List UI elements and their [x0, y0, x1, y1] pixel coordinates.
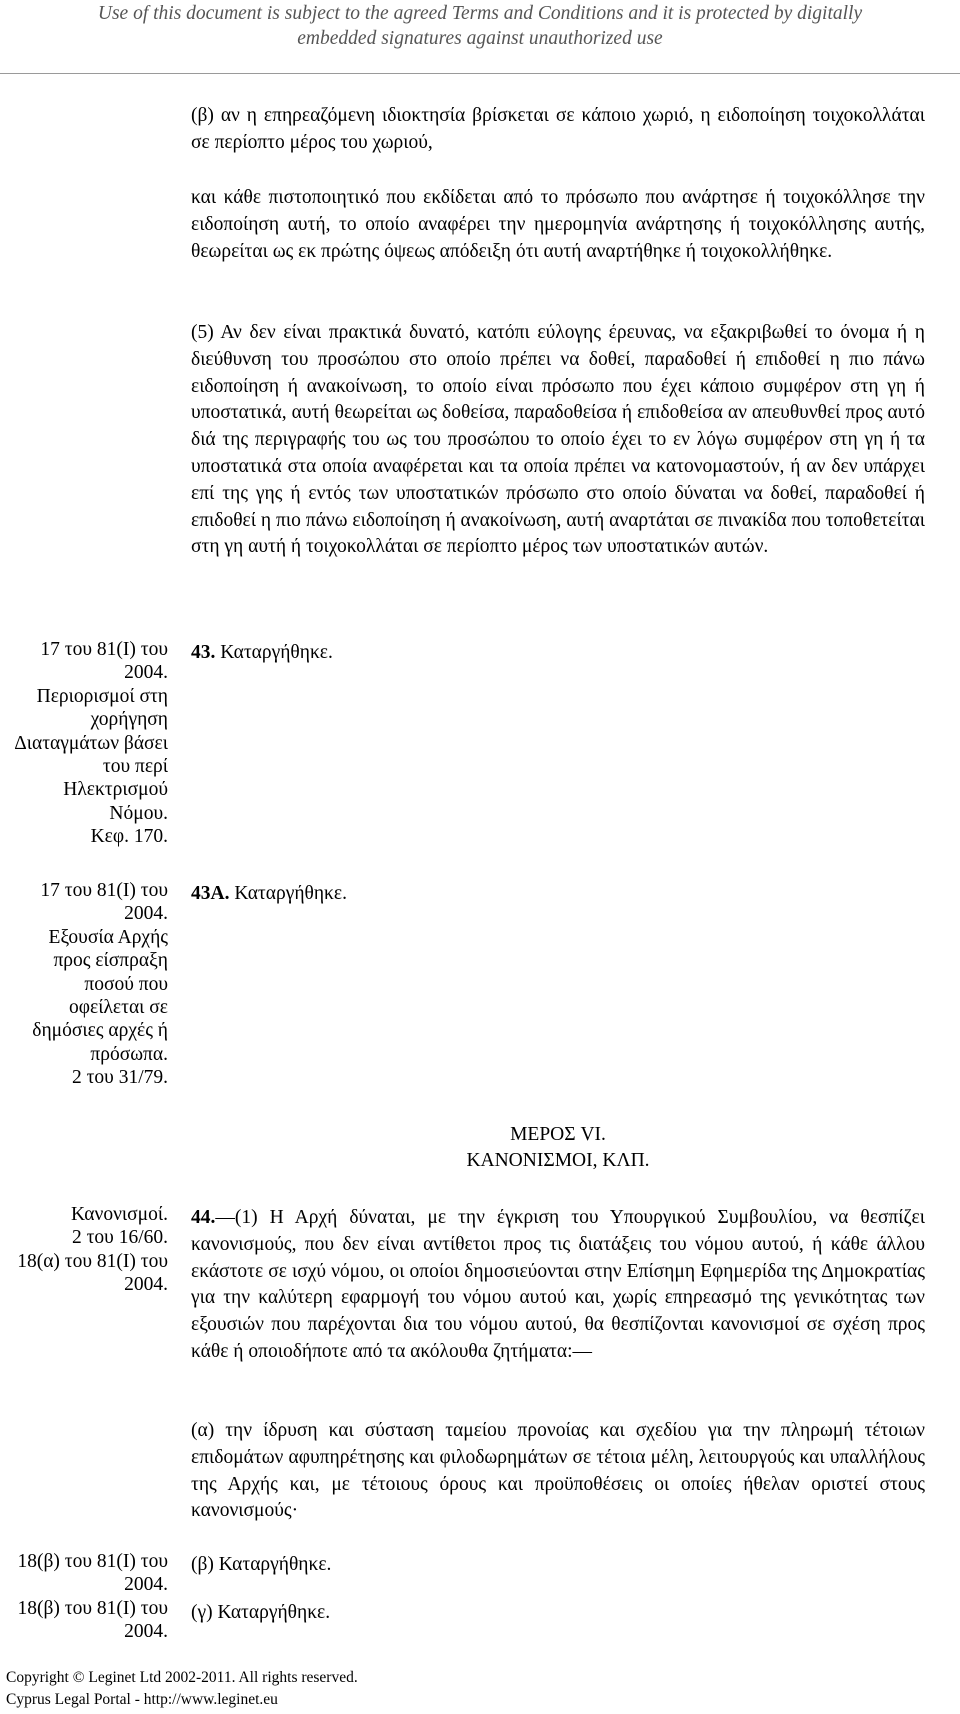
margin-note-line: 18(β) του 81(Ι) του — [17, 1551, 168, 1572]
section-44-paragraph — [191, 1205, 925, 1366]
margin-note-line: 2004. — [124, 1621, 168, 1643]
margin-note-line: ποσού που — [84, 973, 168, 995]
paragraph-b2-text: (β) Καταργήθηκε. — [191, 1554, 332, 1575]
margin-note-line: 18(β) του 81(Ι) του — [17, 1597, 168, 1619]
margin-note-3 — [10, 1203, 168, 1297]
margin-note-line: προς είσπραξη — [53, 950, 168, 972]
paragraph-b — [191, 103, 925, 157]
section-43a-text: Καταργήθηκε. — [234, 883, 347, 904]
part-subtitle: ΚΑΝΟΝΙΣΜΟΙ, ΚΛΠ. — [466, 1150, 650, 1171]
margin-note-line: οφείλεται σε — [69, 997, 168, 1019]
margin-note-line: χορήγηση — [90, 709, 168, 731]
terms-header-line-1: Use of this document is subject to the agreed Terms and Conditions and it is protected by digitally — [97, 3, 863, 24]
paragraph-c — [191, 1600, 330, 1626]
margin-note-line: 18(α) του 81(Ι) του — [17, 1250, 168, 1272]
margin-note-line: Κανονισμοί. — [70, 1204, 168, 1225]
section-44-dash: — — [215, 1207, 235, 1228]
margin-note-line: 2004. — [124, 1574, 168, 1596]
footer-copyright: Copyright © Leginet Ltd 2002-2011. All rights reserved. — [6, 1669, 358, 1686]
paragraph-c-text: (γ) Καταργήθηκε. — [191, 1602, 331, 1623]
paragraph-5 — [191, 320, 925, 561]
margin-note-line: 2004. — [124, 662, 168, 684]
margin-note-4 — [10, 1550, 168, 1644]
paragraph-5-text: (5) Αν δεν είναι πρακτικά δυνατό, κατόπι εύλογης έρευνας, να εξακριβωθεί το όνομα ή η διεύθυνση του προσώπου στο οποίο πρέπει να δοθεί, παραδοθεί ή επιδοθεί η πιο πάνω ειδοποίηση ή ανακοίνωση, το οποίο είναι πρόσωπο που έχει κάποιο συμφέρον στη γη ή υποστατικά, αυτή θεωρείται ως δοθείσα, παραδοθείσα ή επιδοθείσα αν απευθυνθεί προς αυτό διά της περιγραφής του ως του προσώπου το οποίο έχει το εν λόγω συμφέρον στη γη ή τα υποστατικά στα οποία αναφέρεται και τα οποία πρέπει να κατονομαστούν, ή αν δεν υπάρχει επί της γης ή εντός των υποστατικών πρόσωπο στο οποίο δύναται να δοθεί, παραδοθεί ή επιδοθεί η πιο πάνω ειδοποίηση ή ανακοίνωση, αυτή αναρτάται σε πινακίδα που τοποθετείται στη γη αυτή ή τοιχοκολλάται σε περίοπτο μέρος των υποστατικών αυτών. — [191, 322, 925, 558]
terms-header — [0, 0, 960, 51]
margin-note-line: δημόσιες αρχές ή — [32, 1020, 168, 1042]
margin-note-line: Διαταγμάτων βάσει — [14, 732, 168, 754]
margin-note-line: 2 του 31/79. — [71, 1067, 168, 1089]
margin-note-line: 2 του 16/60. — [71, 1227, 168, 1249]
paragraph-certificate-text: και κάθε πιστοποιητικό που εκδίδεται από το πρόσωπο που ανάρτησε ή τοιχοκόλλησε την ειδοποίηση αυτή, το οποίο αναφέρει την ημερομηνία ανάρτησης ή τοιχοκόλλησης αυτής, θεωρείται ως εκ πρώτης όψεως απόδειξη ότι αυτή αναρτήθηκε ή τοιχοκολλήθηκε. — [191, 187, 925, 262]
section-44 — [191, 1205, 925, 1366]
part-heading — [191, 1122, 925, 1174]
paragraph-a-text: (α) την ίδρυση και σύσταση ταμείου προνοίας και σχεδίου για την πληρωμή τέτοιων επιδομάτων αφυπηρέτησης και φιλοδωρημάτων σε τέτοια μέλη, λειτουργούς και υπαλλήλους της Αρχής και, με τέτοιους όρους και προϋποθέσεις οι οποίες ήθελαν οριστεί στους κανονισμούς· — [191, 1420, 925, 1522]
margin-note-line: 17 του 81(Ι) του — [40, 639, 168, 660]
part-title: ΜΕΡΟΣ VI. — [510, 1124, 606, 1145]
margin-note-1 — [10, 638, 168, 849]
paragraph-b-text: (β) αν η επηρεαζόμενη ιδιοκτησία βρίσκεται σε κάποιο χωριό, η ειδοποίηση τοιχοκολλάται σε περίοπτο μέρος του χωριού, — [191, 105, 925, 153]
margin-note-line: πρόσωπα. — [90, 1043, 168, 1065]
section-44-number: 44. — [191, 1207, 216, 1228]
paragraph-certificate — [191, 185, 925, 265]
section-43 — [191, 640, 333, 666]
terms-header-line-2: embedded signatures against unauthorized use — [297, 28, 663, 49]
header-divider — [0, 73, 960, 74]
margin-note-line: Κεφ. 170. — [90, 826, 168, 848]
section-43a — [191, 881, 347, 907]
section-43-text: Καταργήθηκε. — [220, 642, 333, 663]
margin-note-line: Νόμου. — [109, 802, 168, 824]
footer — [6, 1667, 358, 1711]
margin-note-line: Περιορισμοί στη — [36, 685, 168, 707]
margin-note-line: 17 του 81(Ι) του — [40, 880, 168, 901]
margin-note-line: του περί — [102, 756, 168, 778]
section-44-text: (1) Η Αρχή δύναται, με την έγκριση του Υπουργικού Συμβουλίου, να θεσπίζει κανονισμούς, που δεν είναι αντίθετοι προς τις διατάξεις του νόμου αυτού, ή κάθε άλλου εκάστοτε σε ισχύ νόμου, οι οποίοι δημοσιεύονται στην Επίσημη Εφημερίδα της Δημοκρατίας για την καλύτερη εφαρμογή του νόμου αυτού και, χωρίς επηρεασμό της γενικότητας των εξουσιών που παρέχονται δια του νόμου αυτού, θα θεσπίζονται κανονισμοί σε σχέση προς κάθε ή οποιοδήποτε από τα ακόλουθα ζητήματα:— — [191, 1207, 925, 1362]
footer-portal-link[interactable]: Cyprus Legal Portal - http://www.leginet.eu — [6, 1691, 278, 1708]
paragraph-a — [191, 1418, 925, 1525]
margin-note-line: 2004. — [124, 903, 168, 925]
margin-note-line: 2004. — [124, 1274, 168, 1296]
section-43-number: 43. — [191, 642, 216, 663]
section-43a-number: 43Α. — [191, 883, 230, 904]
margin-note-line: Ηλεκτρισμού — [63, 779, 168, 801]
margin-note-line: Εξουσία Αρχής — [48, 926, 168, 948]
margin-note-2 — [10, 879, 168, 1090]
paragraph-b2 — [191, 1552, 331, 1578]
